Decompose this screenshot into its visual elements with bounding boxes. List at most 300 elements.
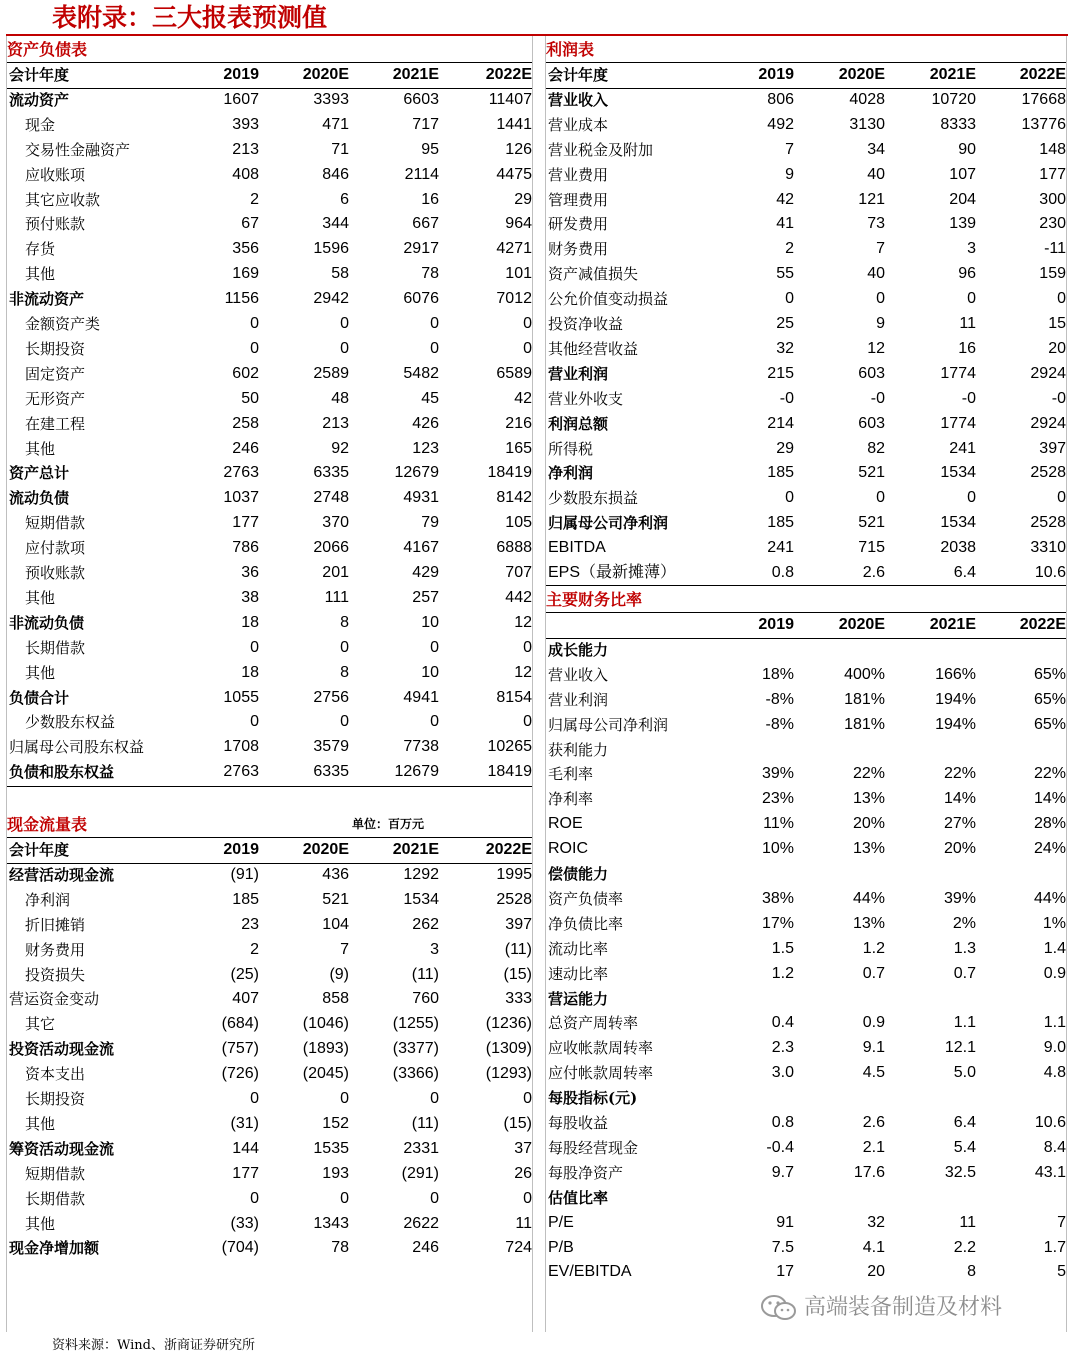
row-label: 长期投资 — [25, 339, 86, 358]
cell-value: 0 — [340, 713, 349, 731]
table-row — [546, 987, 1066, 1012]
cell-value: 2.3 — [771, 1039, 794, 1057]
cell-value: 2 — [250, 190, 259, 208]
cell-value: 177 — [1039, 165, 1066, 183]
cell-value: 123 — [412, 439, 439, 457]
cell-value: 148 — [1039, 140, 1066, 158]
cell-value: 6335 — [313, 763, 349, 781]
cell-value: 1774 — [940, 414, 976, 432]
year-header: 2021E — [929, 616, 976, 633]
cell-value: 16 — [421, 190, 439, 208]
cell-value: 105 — [505, 514, 532, 532]
cell-value: 213 — [322, 414, 349, 432]
year-header: 2019 — [758, 616, 794, 633]
table-row — [546, 212, 1066, 237]
cell-value: (1046) — [302, 1015, 349, 1033]
cell-value: 10 — [421, 663, 439, 681]
table-row — [7, 1037, 532, 1062]
cell-value: 7738 — [403, 738, 439, 756]
cell-value: 18 — [241, 663, 259, 681]
cell-value: 9 — [876, 315, 885, 332]
cell-value: 11% — [763, 815, 794, 833]
table-row — [7, 337, 532, 362]
cell-value: 24% — [1033, 840, 1066, 858]
cell-value: (1309) — [485, 1040, 532, 1058]
cell-value: 7012 — [496, 290, 532, 308]
cell-value: -0 — [870, 389, 885, 407]
cell-value: 0 — [340, 1090, 349, 1107]
cell-value: 1607 — [223, 90, 259, 108]
row-label: 会计年度 — [9, 841, 70, 859]
row-label: 其他 — [25, 265, 56, 284]
cell-value: 0 — [250, 339, 259, 357]
cell-value: 1596 — [313, 240, 349, 258]
table-row — [7, 362, 532, 387]
cell-value: 181% — [844, 715, 885, 733]
row-label: 管理费用 — [548, 190, 609, 209]
cell-value: 27% — [943, 815, 976, 833]
cell-value: 0.9 — [1043, 964, 1066, 982]
cell-value: 0 — [250, 1090, 259, 1107]
row-label: 净利润 — [548, 464, 594, 483]
cell-value: 344 — [322, 215, 349, 233]
cell-value: (25) — [230, 965, 259, 983]
row-label: EPS（最新摊薄） — [548, 564, 677, 581]
row-label: 公允价值变动损益 — [548, 290, 669, 309]
cell-value: 0 — [523, 713, 532, 731]
balance-sheet-panel — [7, 37, 532, 807]
row-label: 净利率 — [548, 790, 594, 809]
cell-value: 82 — [867, 439, 885, 457]
cell-value: 258 — [232, 414, 259, 432]
cell-value: 492 — [767, 115, 794, 133]
table-rule — [7, 786, 532, 787]
cell-value: 1037 — [223, 489, 259, 507]
cell-value: 177 — [232, 1164, 259, 1182]
row-label: 应收账项 — [25, 165, 86, 184]
cell-value: 1343 — [313, 1214, 349, 1232]
cell-value: 204 — [949, 190, 976, 208]
row-label: 每股净资产 — [548, 1163, 624, 1182]
row-label: 每股收益 — [548, 1114, 609, 1132]
cell-value: 0 — [340, 339, 349, 357]
cell-value: 10265 — [487, 738, 532, 756]
cell-value: 0 — [430, 713, 439, 731]
right-panel-border-right — [1066, 36, 1067, 1332]
cell-value: 0 — [340, 1189, 349, 1207]
table-row — [7, 262, 532, 287]
row-label: 营业收入 — [548, 665, 609, 684]
cell-value: 2528 — [496, 890, 532, 908]
cell-value: 38 — [241, 588, 259, 606]
row-label: 营业费用 — [548, 165, 609, 184]
cell-value: 0 — [430, 339, 439, 357]
year-header: 2021E — [929, 66, 976, 83]
row-label: 财务费用 — [25, 940, 86, 959]
cell-value: 20% — [943, 840, 976, 858]
cell-value: 18419 — [487, 464, 532, 482]
row-label: 无形资产 — [25, 389, 86, 408]
table-row — [7, 188, 532, 213]
cell-value: 0.9 — [862, 1014, 885, 1032]
cell-value: (684) — [221, 1015, 259, 1033]
cell-value: 7 — [785, 140, 794, 158]
table-row — [546, 1086, 1066, 1111]
cell-value: 126 — [505, 140, 532, 158]
cell-value: 0.7 — [862, 964, 885, 982]
cell-value: 429 — [412, 564, 439, 581]
cell-value: 65% — [1033, 690, 1066, 708]
cell-value: 96 — [958, 265, 976, 283]
cell-value: 300 — [1039, 190, 1066, 208]
cell-value: 4271 — [496, 240, 532, 258]
row-label: 投资活动现金流 — [9, 1040, 115, 1059]
cell-value: 144 — [232, 1139, 259, 1157]
cell-value: 0 — [876, 489, 885, 507]
unit-label: 单位：百万元 — [352, 817, 425, 831]
cell-value: 9.1 — [862, 1039, 885, 1057]
cell-value: 356 — [232, 240, 259, 258]
cell-value: 2066 — [313, 539, 349, 557]
cell-value: 121 — [858, 190, 885, 208]
cell-value: 111 — [324, 588, 349, 606]
row-label: ROIC — [548, 840, 588, 858]
table-row — [546, 536, 1066, 561]
cell-value: 3579 — [313, 738, 349, 756]
cell-value: (11) — [504, 940, 532, 958]
cell-value: 22% — [943, 765, 976, 783]
year-header: 2020E — [302, 66, 349, 83]
cell-value: 22% — [1033, 765, 1066, 783]
table-row — [546, 387, 1066, 412]
row-label: 获利能力 — [548, 740, 609, 759]
table-row — [7, 412, 532, 437]
cell-value: 4931 — [403, 489, 439, 507]
row-label: 折旧摊销 — [25, 915, 86, 934]
cell-value: (11) — [411, 965, 439, 983]
cell-value: 724 — [505, 1239, 532, 1257]
row-label: 经营活动现金流 — [9, 865, 115, 884]
row-label: EBITDA — [548, 539, 606, 557]
section-title: 利润表 — [546, 40, 595, 59]
cell-value: 333 — [505, 990, 532, 1008]
row-label: 其他 — [25, 439, 56, 458]
cell-value: (11) — [411, 1114, 439, 1132]
table-row — [7, 1137, 532, 1162]
row-label: 其他经营收益 — [548, 339, 639, 358]
cell-value: 181% — [844, 690, 885, 708]
cell-value: 2.2 — [953, 1238, 976, 1256]
cell-value: 90 — [958, 140, 976, 158]
cell-value: 246 — [232, 439, 259, 457]
cell-value: 104 — [322, 915, 349, 933]
cell-value: 717 — [412, 115, 439, 133]
row-label: 归属母公司净利润 — [548, 715, 669, 734]
cell-value: 4.5 — [862, 1064, 885, 1082]
cell-value: 65% — [1033, 715, 1066, 733]
cell-value: -8% — [765, 715, 794, 733]
table-row — [546, 362, 1066, 387]
cell-value: 397 — [1039, 439, 1066, 457]
cell-value: 0 — [785, 290, 794, 308]
cell-value: 2589 — [313, 364, 349, 382]
cell-value: 13% — [852, 840, 885, 858]
row-label: 偿债能力 — [548, 865, 609, 883]
cell-value: 964 — [505, 215, 532, 233]
row-label: 成长能力 — [548, 640, 609, 659]
cell-value: 4.8 — [1043, 1064, 1066, 1082]
cell-value: 602 — [232, 364, 259, 382]
cell-value: 1.2 — [771, 964, 794, 982]
cell-value: 2331 — [403, 1139, 439, 1157]
table-row — [546, 762, 1066, 787]
cell-value: 1534 — [403, 890, 439, 908]
cell-value: 78 — [421, 265, 439, 283]
cell-value: 42 — [514, 389, 532, 407]
cell-value: (31) — [230, 1114, 259, 1132]
cell-value: 2% — [952, 914, 976, 932]
row-label: 预付账款 — [25, 215, 86, 234]
cell-value: 1534 — [940, 464, 976, 482]
cell-value: 185 — [232, 890, 259, 908]
cell-value: 6888 — [496, 539, 532, 557]
table-row — [7, 312, 532, 337]
row-label: 存货 — [25, 240, 56, 259]
cell-value: 241 — [767, 539, 794, 557]
table-row — [546, 287, 1066, 312]
table-row — [546, 1186, 1066, 1211]
cell-value: 16 — [958, 339, 976, 357]
cell-value: (704) — [221, 1239, 259, 1257]
table-row — [546, 787, 1066, 812]
row-label: 投资净收益 — [548, 315, 624, 333]
table-row — [7, 163, 532, 188]
cell-value: 715 — [858, 539, 885, 557]
table-row — [7, 461, 532, 486]
cell-value: 22% — [852, 765, 885, 783]
cell-value: (3377) — [392, 1040, 439, 1058]
cell-value: 39% — [761, 765, 794, 783]
cell-value: 1% — [1042, 914, 1066, 932]
cell-value: 1.1 — [1043, 1014, 1066, 1032]
cell-value: 521 — [322, 890, 349, 908]
cell-value: 1535 — [313, 1139, 349, 1157]
cell-value: 32 — [776, 339, 794, 357]
table-row — [7, 1162, 532, 1187]
row-label: 毛利率 — [548, 765, 594, 784]
cell-value: 262 — [412, 915, 439, 933]
table-row — [7, 938, 532, 963]
cell-value: -0 — [1051, 389, 1066, 407]
cell-value: 12 — [867, 339, 885, 357]
table-row — [7, 536, 532, 561]
row-label: 资产减值损失 — [548, 265, 639, 284]
cell-value: 32 — [867, 1213, 885, 1231]
table-row — [546, 511, 1066, 536]
table-row — [7, 287, 532, 312]
table-row — [546, 113, 1066, 138]
cell-value: 95 — [421, 140, 439, 158]
table-row — [546, 887, 1066, 912]
cell-value: 201 — [322, 564, 349, 581]
cell-value: 7 — [1057, 1213, 1066, 1231]
cell-value: 230 — [1039, 215, 1066, 233]
table-row — [7, 511, 532, 536]
cell-value: (757) — [221, 1040, 259, 1058]
table-row — [7, 1087, 532, 1112]
section-title: 主要财务比率 — [546, 590, 643, 609]
table-row — [546, 1061, 1066, 1086]
row-label: 在建工程 — [25, 414, 86, 433]
cell-value: 4.1 — [862, 1238, 885, 1256]
row-label: 其他 — [25, 663, 56, 682]
cell-value: 2 — [785, 240, 794, 258]
cell-value: 15 — [1048, 315, 1066, 332]
row-label: 现金净增加额 — [9, 1239, 100, 1258]
cell-value: 4028 — [849, 90, 885, 108]
cell-value: (1255) — [392, 1015, 439, 1033]
cell-value: 707 — [505, 564, 532, 581]
cell-value: 18419 — [487, 763, 532, 781]
income-statement-panel — [546, 37, 1066, 587]
cell-value: 0 — [876, 290, 885, 308]
cell-value: 12679 — [394, 763, 439, 781]
cell-value: 0 — [785, 489, 794, 507]
row-label: 流动比率 — [548, 939, 609, 958]
row-label: 每股经营现金 — [548, 1138, 639, 1157]
cell-value: 185 — [767, 464, 794, 482]
row-label: 其它应收款 — [25, 190, 101, 209]
cell-value: 40 — [867, 265, 885, 283]
cell-value: 6.4 — [953, 1114, 976, 1131]
cell-value: 603 — [858, 364, 885, 382]
page-title: 表附录：三大报表预测值 — [52, 3, 328, 32]
cell-value: 67 — [241, 215, 259, 233]
cell-value: 603 — [858, 414, 885, 432]
cell-value: 11 — [515, 1214, 532, 1232]
cell-value: -8% — [765, 690, 794, 708]
ratios-panel — [546, 587, 1066, 1332]
cell-value: 7.5 — [771, 1238, 794, 1256]
cell-value: 71 — [331, 140, 349, 158]
cell-value: 5.4 — [953, 1138, 976, 1156]
table-row — [7, 686, 532, 711]
row-label: 速动比率 — [548, 964, 609, 983]
cell-value: 426 — [412, 414, 439, 432]
cell-value: 107 — [949, 165, 976, 183]
year-header: 2022E — [1019, 66, 1066, 83]
table-row — [7, 963, 532, 988]
row-label: 研发费用 — [548, 215, 609, 234]
cell-value: 23% — [761, 790, 794, 808]
cell-value: 1708 — [223, 738, 259, 756]
cell-value: 5482 — [403, 364, 439, 382]
cell-value: 44% — [852, 889, 885, 907]
table-row — [7, 237, 532, 262]
cell-value: 400% — [844, 665, 885, 683]
cell-value: 6076 — [403, 290, 439, 308]
cell-value: 18 — [241, 613, 259, 631]
cell-value: 34 — [867, 140, 885, 158]
cell-value: 8 — [340, 663, 349, 681]
cell-value: 521 — [858, 514, 885, 532]
cell-value: 2763 — [223, 763, 259, 781]
table-row — [546, 88, 1066, 113]
cell-value: 0 — [523, 315, 532, 332]
table-row — [7, 913, 532, 938]
row-label: 净负债比率 — [548, 914, 624, 933]
cell-value: 185 — [767, 514, 794, 532]
cell-value: 29 — [514, 190, 532, 208]
cell-value: 78 — [331, 1239, 349, 1257]
cell-value: 214 — [767, 414, 794, 432]
cell-value: 92 — [331, 439, 349, 457]
cell-value: 6.4 — [953, 564, 976, 581]
cell-value: 8333 — [940, 115, 976, 133]
cell-value: 2622 — [403, 1214, 439, 1232]
year-header: 2021E — [392, 841, 439, 858]
year-header: 2019 — [223, 841, 259, 858]
cell-value: 17 — [776, 1263, 794, 1281]
table-row — [7, 987, 532, 1012]
cell-value: 4941 — [403, 688, 439, 706]
row-label: P/E — [548, 1213, 574, 1231]
cell-value: 79 — [421, 514, 439, 532]
table-row — [7, 661, 532, 686]
cell-value: 50 — [241, 389, 259, 407]
table-header-row — [7, 838, 532, 863]
row-label: 营业税金及附加 — [548, 140, 654, 159]
row-label: 少数股东权益 — [25, 713, 116, 732]
year-header: 2021E — [392, 66, 439, 83]
row-label: 少数股东损益 — [548, 489, 639, 508]
table-row — [546, 437, 1066, 462]
cell-value: 17668 — [1021, 90, 1066, 108]
cell-value: 2917 — [403, 240, 439, 258]
cash-flow-panel — [7, 812, 532, 1332]
cell-value: 0.8 — [771, 1114, 794, 1131]
table-row — [7, 611, 532, 636]
cell-value: 6603 — [403, 90, 439, 108]
cell-value: 3393 — [313, 90, 349, 108]
watermark — [760, 1292, 1002, 1324]
cell-value: 407 — [232, 990, 259, 1008]
cell-value: 2756 — [313, 688, 349, 706]
row-label: 投资损失 — [25, 965, 86, 984]
row-label: 短期借款 — [25, 514, 86, 533]
cell-value: 165 — [505, 439, 532, 457]
cell-value: -0 — [779, 389, 794, 407]
table-row — [7, 735, 532, 760]
cell-value: 1774 — [940, 364, 976, 382]
title-rule — [6, 34, 1068, 36]
cell-value: 7 — [340, 940, 349, 958]
cell-value: 2.1 — [862, 1138, 885, 1156]
cell-value: 14% — [1033, 790, 1066, 808]
table-row — [546, 412, 1066, 437]
cell-value: 13776 — [1021, 115, 1066, 133]
cell-value: 2528 — [1030, 514, 1066, 532]
cell-value: 17% — [761, 914, 794, 932]
cell-value: 28% — [1033, 815, 1066, 833]
cell-value: 471 — [322, 115, 349, 133]
row-label: 营业收入 — [548, 90, 609, 109]
row-label: 营业利润 — [548, 690, 609, 709]
cell-value: 0 — [250, 713, 259, 731]
cell-value: 32.5 — [944, 1163, 976, 1181]
table-header-row — [7, 63, 532, 88]
row-label: 归属母公司净利润 — [548, 514, 669, 533]
